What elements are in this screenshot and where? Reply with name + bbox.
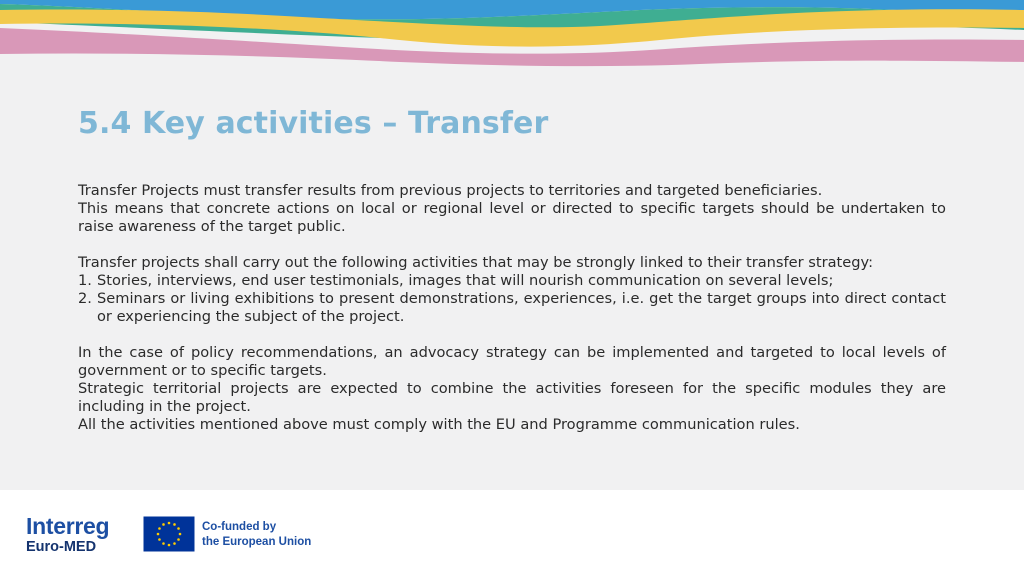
paragraph-transfer-intro: Transfer Projects must transfer results from previous projects to territories and targeted beneficiaries. — [78, 182, 823, 199]
eu-star — [173, 523, 176, 526]
eu-cofunded-text — [202, 520, 311, 549]
eu-star — [158, 527, 161, 530]
paragraph-compliance: All the activities mentioned above must comply with the EU and Programme communication rules. — [78, 416, 800, 433]
paragraph-strategic: Strategic territorial projects are expected to combine the activities foreseen for the specific modules they are including in the project. — [78, 380, 946, 415]
eu-star — [158, 538, 161, 541]
interreg-logo — [26, 514, 109, 556]
list-item-number: 2. — [78, 290, 92, 307]
decorative-wave-band — [0, 0, 1024, 75]
list-item — [78, 290, 946, 326]
eu-star — [177, 538, 180, 541]
eu-text-line2: the European Union — [202, 535, 312, 548]
eu-star — [179, 533, 182, 536]
list-item — [78, 272, 946, 290]
logo-line-euromed: Euro-MED — [26, 539, 97, 555]
spacer — [78, 236, 946, 254]
eu-text-line1: Co-funded by — [202, 521, 277, 533]
eu-star — [162, 523, 165, 526]
eu-star — [177, 527, 180, 530]
eu-star — [173, 542, 176, 545]
logo-line-interreg: Interreg — [26, 513, 110, 539]
list-item-number: 1. — [78, 272, 92, 289]
page-title: 5.4 Key activities – Transfer — [78, 106, 549, 141]
paragraph-policy: In the case of policy recommendations, an advocacy strategy can be implemented and targeted to local levels of government or to specific targets. — [78, 344, 946, 379]
eu-star — [168, 522, 171, 525]
paragraph-activities-intro: Transfer projects shall carry out the following activities that may be strongly linked to their transfer strategy: — [78, 254, 874, 271]
body-text — [78, 182, 946, 434]
eu-star — [168, 544, 171, 547]
list-item-text: Stories, interviews, end user testimonials, images that will nourish communication on several levels; — [97, 272, 834, 289]
spacer — [78, 326, 946, 344]
eu-star — [162, 542, 165, 545]
list-item-text: Seminars or living exhibitions to present demonstrations, experiences, i.e. get the target groups into direct contact or experiencing the subject of the project. — [97, 290, 946, 325]
eu-flag-icon — [143, 516, 195, 552]
footer — [0, 490, 1024, 576]
paragraph-concrete-actions: This means that concrete actions on local or regional level or directed to specific targets should be undertaken to raise awareness of the target public. — [78, 200, 946, 235]
activities-list — [78, 272, 946, 326]
eu-star — [157, 533, 160, 536]
